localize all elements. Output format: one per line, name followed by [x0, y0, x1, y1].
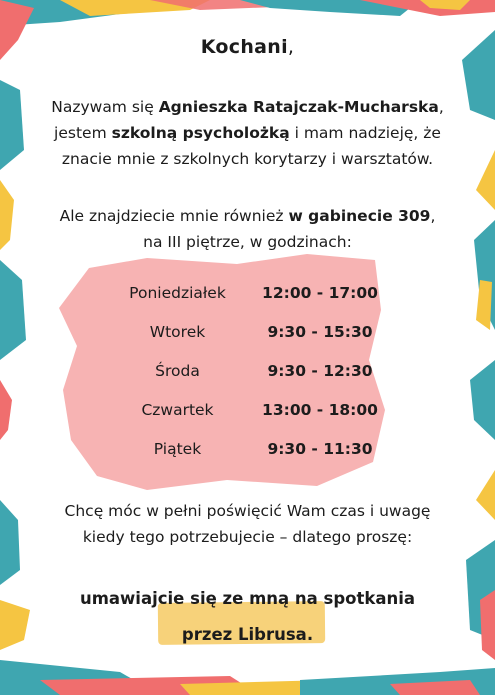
day-label: Środa	[155, 362, 200, 380]
hours-row	[100, 317, 400, 356]
day-label: Piątek	[153, 440, 202, 458]
time-range: 9:30 - 11:30	[267, 440, 373, 458]
room-number: w gabinecie 309	[288, 207, 431, 225]
intro-text: jestem	[54, 124, 112, 142]
intro-line-3: znacie mnie z szkolnych korytarzy i warsztatów.	[61, 150, 434, 168]
intro-paragraph	[20, 94, 475, 172]
greeting-word: Kochani	[200, 36, 288, 58]
time-range: 13:00 - 18:00	[262, 401, 378, 419]
intro-text: Nazywam się	[51, 98, 159, 116]
greeting-heading	[0, 36, 495, 58]
location-line-2: na III piętrze, w godzinach:	[143, 233, 352, 251]
day-label: Poniedziałek	[129, 284, 226, 302]
time-range: 9:30 - 12:30	[267, 362, 373, 380]
cta-line-1: umawiajcie się ze mną na spotkania	[79, 589, 416, 608]
day-label: Czwartek	[141, 401, 214, 419]
location-paragraph	[20, 203, 475, 255]
time-range: 12:00 - 17:00	[262, 284, 378, 302]
time-range: 9:30 - 15:30	[267, 323, 373, 341]
location-line-1	[20, 203, 475, 229]
psychologist-name: Agnieszka Ratajczak-Mucharska	[158, 98, 439, 116]
hours-row	[100, 434, 400, 473]
office-hours-table	[100, 278, 400, 473]
intro-line-1	[20, 94, 475, 120]
intro-line-2	[20, 120, 475, 146]
day-label: Wtorek	[149, 323, 206, 341]
closing-line-2: kiedy tego potrzebujecie – dlatego proszę:	[82, 528, 413, 546]
hours-row	[100, 278, 400, 317]
closing-line-1: Chcę móc w pełni poświęcić Wam czas i uwagę	[64, 502, 431, 520]
greeting-comma: ,	[287, 36, 295, 58]
location-text: ,	[430, 207, 436, 225]
intro-text: ,	[438, 98, 444, 116]
closing-paragraph	[20, 498, 475, 550]
psychologist-role: szkolną psycholożką	[111, 124, 290, 142]
location-text: Ale znajdziecie mnie również	[59, 207, 289, 225]
hours-row	[100, 356, 400, 395]
call-to-action	[20, 584, 475, 650]
hours-row	[100, 395, 400, 434]
cta-line-2: przez Librusa.	[181, 625, 314, 644]
intro-text: i mam nadzieję, że	[289, 124, 441, 142]
